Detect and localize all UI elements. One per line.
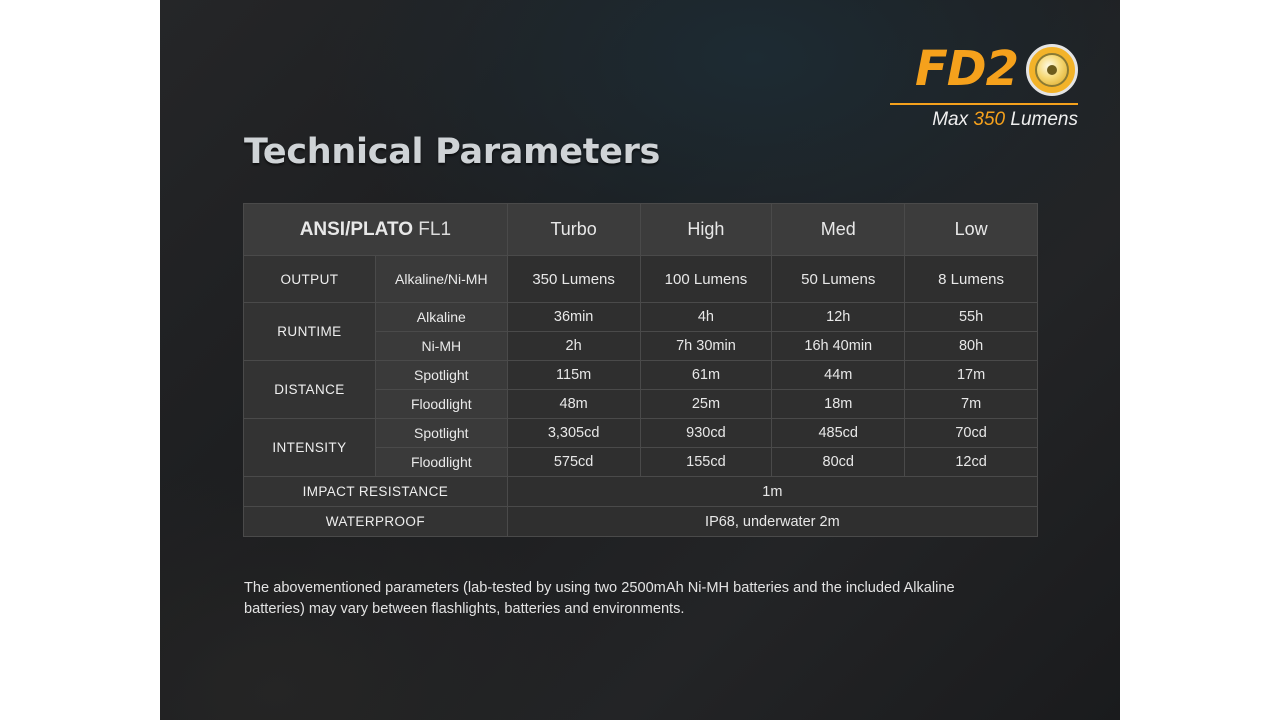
cell-output-med: 50 Lumens: [772, 256, 905, 303]
row-sublabel-distance-spotlight: Spotlight: [375, 361, 507, 390]
cell-output-low: 8 Lumens: [905, 256, 1038, 303]
brand-model-text: FD2: [914, 41, 1018, 98]
cell-intensity-floodlight-med: 80cd: [772, 448, 905, 477]
row-sublabel-output-battery: Alkaline/Ni-MH: [375, 256, 507, 303]
cell-runtime-nimh-low: 80h: [905, 332, 1038, 361]
cell-distance-spotlight-med: 44m: [772, 361, 905, 390]
technical-parameters-table: [243, 203, 1038, 537]
cell-output-turbo: 350 Lumens: [507, 256, 640, 303]
cell-runtime-nimh-med: 16h 40min: [772, 332, 905, 361]
row-label-intensity: INTENSITY: [244, 419, 376, 477]
row-label-waterproof: WATERPROOF: [244, 507, 508, 537]
cell-runtime-alkaline-low: 55h: [905, 303, 1038, 332]
cell-output-high: 100 Lumens: [640, 256, 772, 303]
cell-distance-floodlight-turbo: 48m: [507, 390, 640, 419]
cell-distance-spotlight-turbo: 115m: [507, 361, 640, 390]
row-sublabel-runtime-alkaline: Alkaline: [375, 303, 507, 332]
cell-distance-floodlight-high: 25m: [640, 390, 772, 419]
cell-distance-floodlight-med: 18m: [772, 390, 905, 419]
page-title: Technical Parameters: [244, 132, 661, 172]
row-label-distance: DISTANCE: [244, 361, 376, 419]
cell-intensity-floodlight-low: 12cd: [905, 448, 1038, 477]
cell-waterproof-value: IP68, underwater 2m: [507, 507, 1037, 537]
cell-distance-floodlight-low: 7m: [905, 390, 1038, 419]
cell-intensity-spotlight-med: 485cd: [772, 419, 905, 448]
table-row-output: [244, 256, 1038, 303]
tagline-prefix: Max: [932, 109, 974, 130]
row-sublabel-intensity-spotlight: Spotlight: [375, 419, 507, 448]
max-lumens-tagline: [890, 109, 1078, 131]
flashlight-head-icon: [1026, 44, 1078, 96]
tagline-number: 350: [973, 109, 1006, 130]
cell-distance-spotlight-low: 17m: [905, 361, 1038, 390]
table-row-distance-spotlight: [244, 361, 1038, 390]
product-logo: [890, 41, 1078, 131]
cell-intensity-spotlight-high: 930cd: [640, 419, 772, 448]
cell-intensity-spotlight-low: 70cd: [905, 419, 1038, 448]
row-label-impact-resistance: IMPACT RESISTANCE: [244, 477, 508, 507]
cell-intensity-floodlight-turbo: 575cd: [507, 448, 640, 477]
cell-runtime-alkaline-high: 4h: [640, 303, 772, 332]
header-mode-low: Low: [905, 204, 1038, 256]
logo-row: [890, 41, 1078, 98]
header-mode-med: Med: [772, 204, 905, 256]
table-row-waterproof: [244, 507, 1038, 537]
header-ansi-light: FL1: [413, 218, 452, 240]
table-row-runtime-alkaline: [244, 303, 1038, 332]
header-mode-high: High: [640, 204, 772, 256]
table-row-intensity-spotlight: [244, 419, 1038, 448]
cell-impact-resistance-value: 1m: [507, 477, 1037, 507]
row-sublabel-distance-floodlight: Floodlight: [375, 390, 507, 419]
cell-intensity-spotlight-turbo: 3,305cd: [507, 419, 640, 448]
cell-distance-spotlight-high: 61m: [640, 361, 772, 390]
spec-slide: [160, 0, 1120, 720]
header-ansi-plato: [244, 204, 508, 256]
row-label-output: OUTPUT: [244, 256, 376, 303]
header-ansi-strong: ANSI/PLATO: [299, 218, 413, 240]
cell-runtime-nimh-high: 7h 30min: [640, 332, 772, 361]
row-sublabel-intensity-floodlight: Floodlight: [375, 448, 507, 477]
cell-runtime-nimh-turbo: 2h: [507, 332, 640, 361]
row-label-runtime: RUNTIME: [244, 303, 376, 361]
cell-intensity-floodlight-high: 155cd: [640, 448, 772, 477]
logo-divider: [890, 103, 1078, 105]
table-header-row: [244, 204, 1038, 256]
tagline-suffix: Lumens: [1005, 109, 1078, 130]
cell-runtime-alkaline-med: 12h: [772, 303, 905, 332]
table-row-impact-resistance: [244, 477, 1038, 507]
cell-runtime-alkaline-turbo: 36min: [507, 303, 640, 332]
footnote-text: The abovementioned parameters (lab-tested by using two 2500mAh Ni-MH batteries and the included Alkaline batteries) may vary between flashlights, batteries and environments.: [244, 580, 955, 618]
row-sublabel-runtime-nimh: Ni-MH: [375, 332, 507, 361]
header-mode-turbo: Turbo: [507, 204, 640, 256]
